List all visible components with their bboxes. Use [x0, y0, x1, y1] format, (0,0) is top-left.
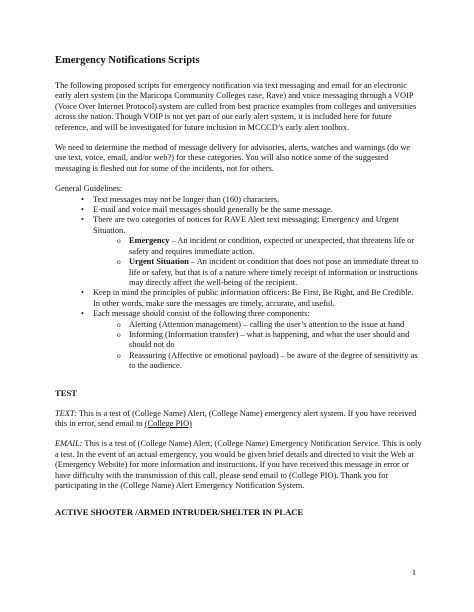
document-title: Emergency Notifications Scripts [55, 55, 200, 66]
guidelines-heading: General Guidelines: [55, 184, 123, 194]
sub-item-urgent-situation: o Urgent Situation – An incident or condition that does not pose an immediate threat to life or safety, but that is of a nature where timely receipt of information or instructions may directly affect the well-being of the recipient. [117, 257, 422, 288]
active-shooter-heading: ACTIVE SHOOTER /ARMED INTRUDER/SHELTER IN PLACE [55, 507, 304, 518]
guideline-item: • Text messages may not be longer than (160) characters. [81, 195, 422, 205]
email-message-paragraph: EMAIL: This is a test of (College Name) Alert, (College Name) Emergency Notification Service. This is only a test. In the event of an actual emergency, you would be given brief details and directed to visit the Web at (Emergency Website) for more information and instructions. If you have received this message in error or have difficulty with the transmission of this call, please send email to (College PIO). Thank you for participating in the (College Name) Alert Emergency Notification System. [55, 439, 422, 490]
method-paragraph: We need to determine the method of message delivery for advisories, alerts, watches and warnings (do we use text, voice, email, and/or web?) for these categories. You will also notice some of the suggested messaging is fleshed out for some of the incidents, not for others. [55, 143, 411, 173]
page-number: 1 [411, 568, 416, 577]
sub-item-alerting: o Alerting (Attention management) – calling the user’s attention to the issue at hand [117, 320, 422, 330]
intro-paragraph: The following proposed scripts for emergency notification via text messaging and email for an electronic early alert system (in the Maricopa Community Colleges case, Rave) and voice messaging through a VOIP (Voice Over Internet Protocol) system are culled from best practice examples from colleges and universities across the nation. Though VOIP is not yet part of our early alert system, it is included here for future reference, and will be investigated for future inclusion in MCCCD’s early alert toolbox. [55, 81, 417, 132]
college-pio-link[interactable]: (College PIO) [144, 418, 192, 428]
sub-item-informing: o Informing (Information transfer) – what is happening, and what the user should and should not do [117, 330, 422, 351]
sub-item-reassuring: o Reassuring (Affective or emotional payload) – be aware of the degree of sensitivity as to the audience. [117, 351, 422, 372]
guideline-item: • Keep in mind the principles of public information officers: Be First, Be Right, and Be Credible. In other words, make sure the messages are timely, accurate, and useful. [81, 288, 422, 309]
text-message-paragraph: TEXT: This is a test of (College Name) Alert, (College Name) emergency alert system. If you have received this in error, send email to (College PIO) [55, 408, 417, 428]
guidelines-list [55, 195, 422, 372]
email-label: EMAIL: [55, 439, 83, 449]
guideline-item: • E-mail and voice mail messages should generally be the same message. [81, 205, 422, 215]
guideline-item: • Each message should consist of the following three components: o Alerting (Attention management) – calling the user’s attention to the issue at hand o Informing (Information transfer) – what is happening, and what the user should and should not do o Reassuring (Affective or emotional payload) – be aware of the degree of sensitivity as to the audience. [81, 309, 422, 371]
text-label: TEXT: [55, 408, 77, 418]
test-heading: TEST [55, 387, 77, 398]
notice-categories-list [93, 236, 422, 288]
guideline-item: • There are two categories of notices for RAVE Alert text messaging: Emergency and Urgent Situation. o Emergency – An incident or condition, expected or unexpected, that threatens life or safety and requires immediate action. o Urgent Situation – An incident or condition that does not pose an immediate threat to life or safety, but that is of a nature where timely receipt of information or instructions may directly affect the well-being of the recipient. [81, 215, 422, 288]
message-components-list [93, 320, 422, 372]
sub-item-emergency: o Emergency – An incident or condition, expected or unexpected, that threatens life or safety and requires immediate action. [117, 236, 422, 257]
